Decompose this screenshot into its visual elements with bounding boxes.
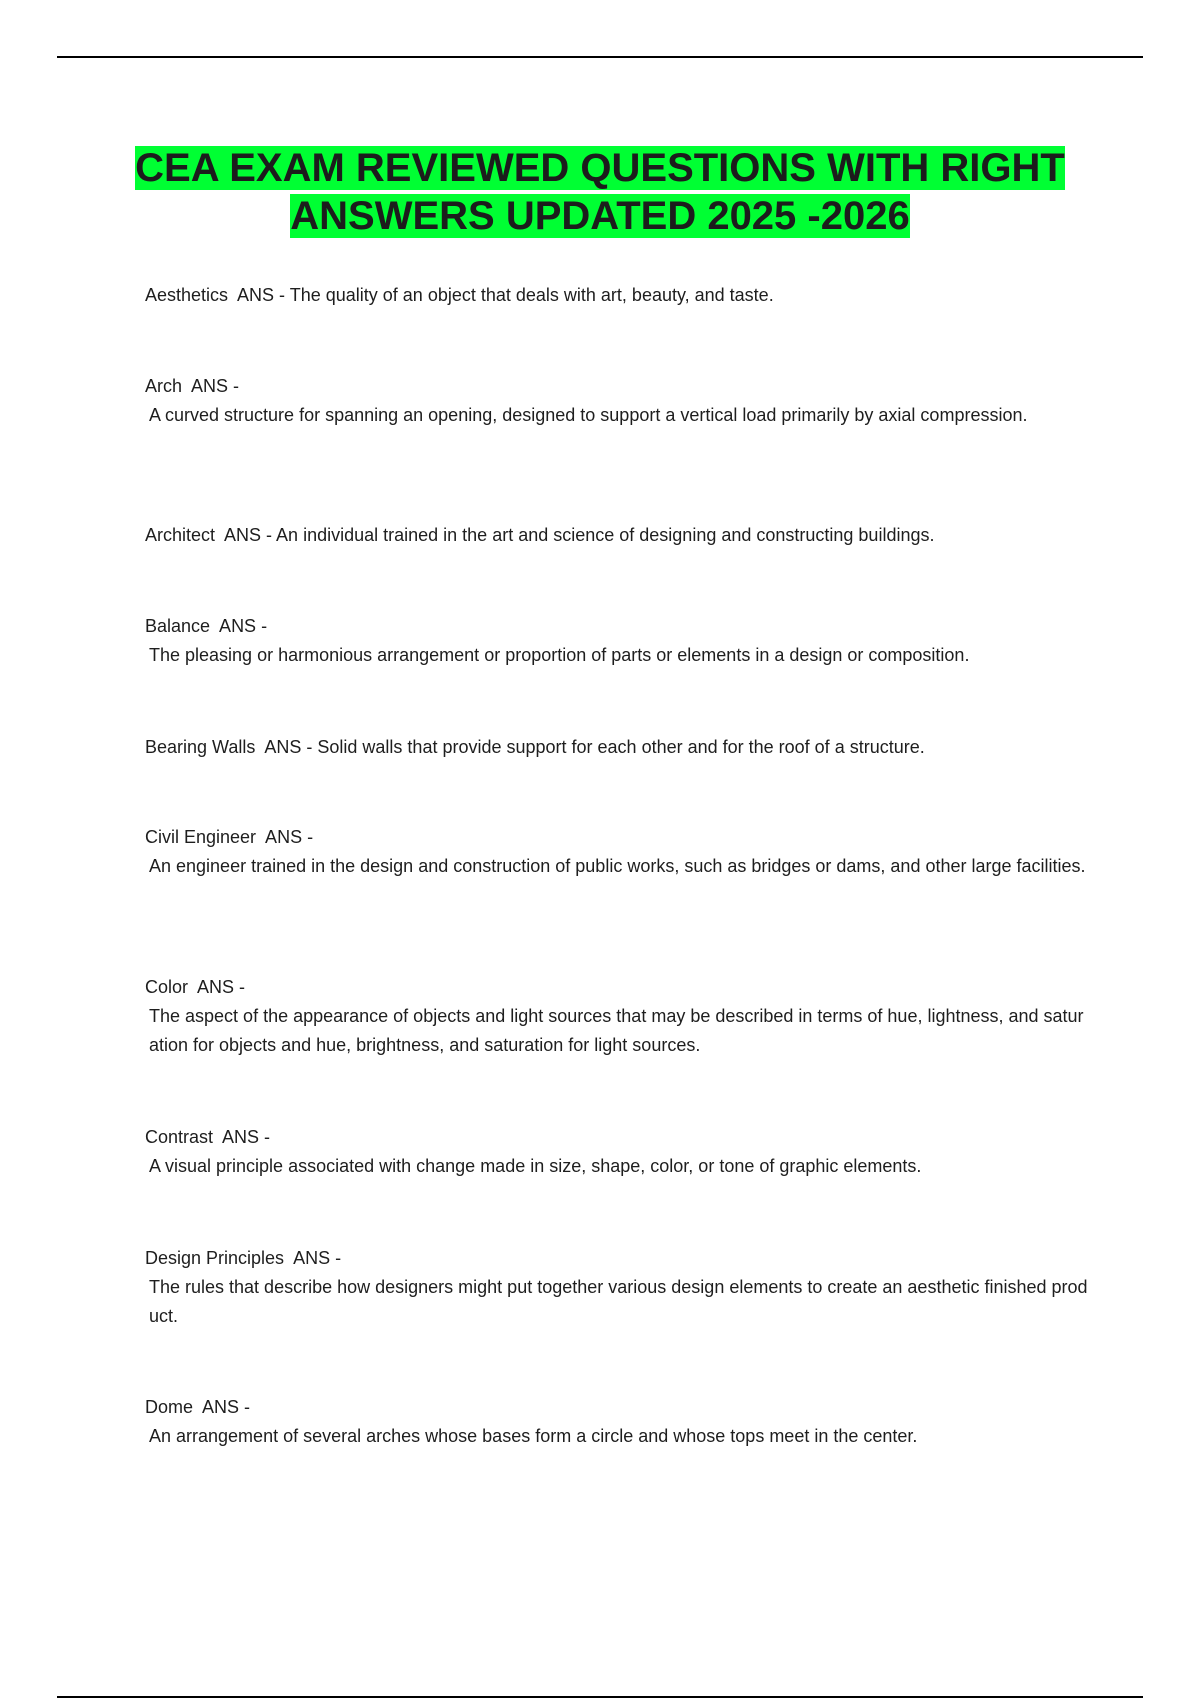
- document-title: CEA EXAM REVIEWED QUESTIONS WITH RIGHT ANSWERS UPDATED 2025 -2026: [135, 146, 1065, 238]
- entry-color: [145, 973, 1090, 1060]
- title-container: [60, 144, 1140, 240]
- entry-definition: The rules that describe how designers might put together various design elements to create an aesthetic finished product.: [149, 1277, 1088, 1326]
- entry-definition: Solid walls that provide support for each other and for the roof of a structure.: [317, 737, 925, 757]
- bottom-divider: [57, 1696, 1143, 1698]
- entry-term: Contrast ANS -: [145, 1127, 276, 1147]
- entry-definition: The pleasing or harmonious arrangement or proportion of parts or elements in a design or composition.: [149, 645, 970, 665]
- top-divider: [57, 56, 1143, 58]
- entry-term: Color ANS -: [145, 977, 251, 997]
- entry-contrast: [145, 1123, 1090, 1181]
- entry-definition: An arrangement of several arches whose bases form a circle and whose tops meet in the center.: [149, 1426, 918, 1446]
- entry-term: Balance ANS -: [145, 616, 273, 636]
- entry-arch: [145, 372, 1090, 430]
- entry-bearing-walls: [145, 733, 1090, 762]
- entry-definition: An engineer trained in the design and construction of public works, such as bridges or dams, and other large facilities.: [149, 856, 1086, 876]
- entry-balance: [145, 612, 1090, 670]
- entry-definition: The quality of an object that deals with art, beauty, and taste.: [289, 285, 774, 305]
- entry-dome: [145, 1393, 1090, 1451]
- entry-term: Architect ANS -: [145, 525, 277, 545]
- entry-term: Arch ANS -: [145, 376, 245, 396]
- entry-term: Design Principles ANS -: [145, 1248, 347, 1268]
- entry-term: Civil Engineer ANS -: [145, 827, 319, 847]
- entry-definition: A curved structure for spanning an opening, designed to support a vertical load primarily by axial compression.: [149, 405, 1028, 425]
- entry-design-principles: [145, 1244, 1090, 1331]
- entry-definition: A visual principle associated with change made in size, shape, color, or tone of graphic elements.: [149, 1156, 922, 1176]
- entry-term: Dome ANS -: [145, 1397, 256, 1417]
- entry-aesthetics: [145, 281, 1090, 310]
- entry-term: Bearing Walls ANS -: [145, 737, 318, 757]
- entry-definition: The aspect of the appearance of objects and light sources that may be described in terms of hue, lightness, and saturation for objects and hue, brightness, and saturation for light sources.: [149, 1006, 1084, 1055]
- entry-civil-engineer: [145, 823, 1090, 881]
- entry-term: Aesthetics ANS -: [145, 285, 290, 305]
- entry-architect: [145, 521, 1090, 550]
- entry-definition: An individual trained in the art and science of designing and constructing buildings.: [276, 525, 935, 545]
